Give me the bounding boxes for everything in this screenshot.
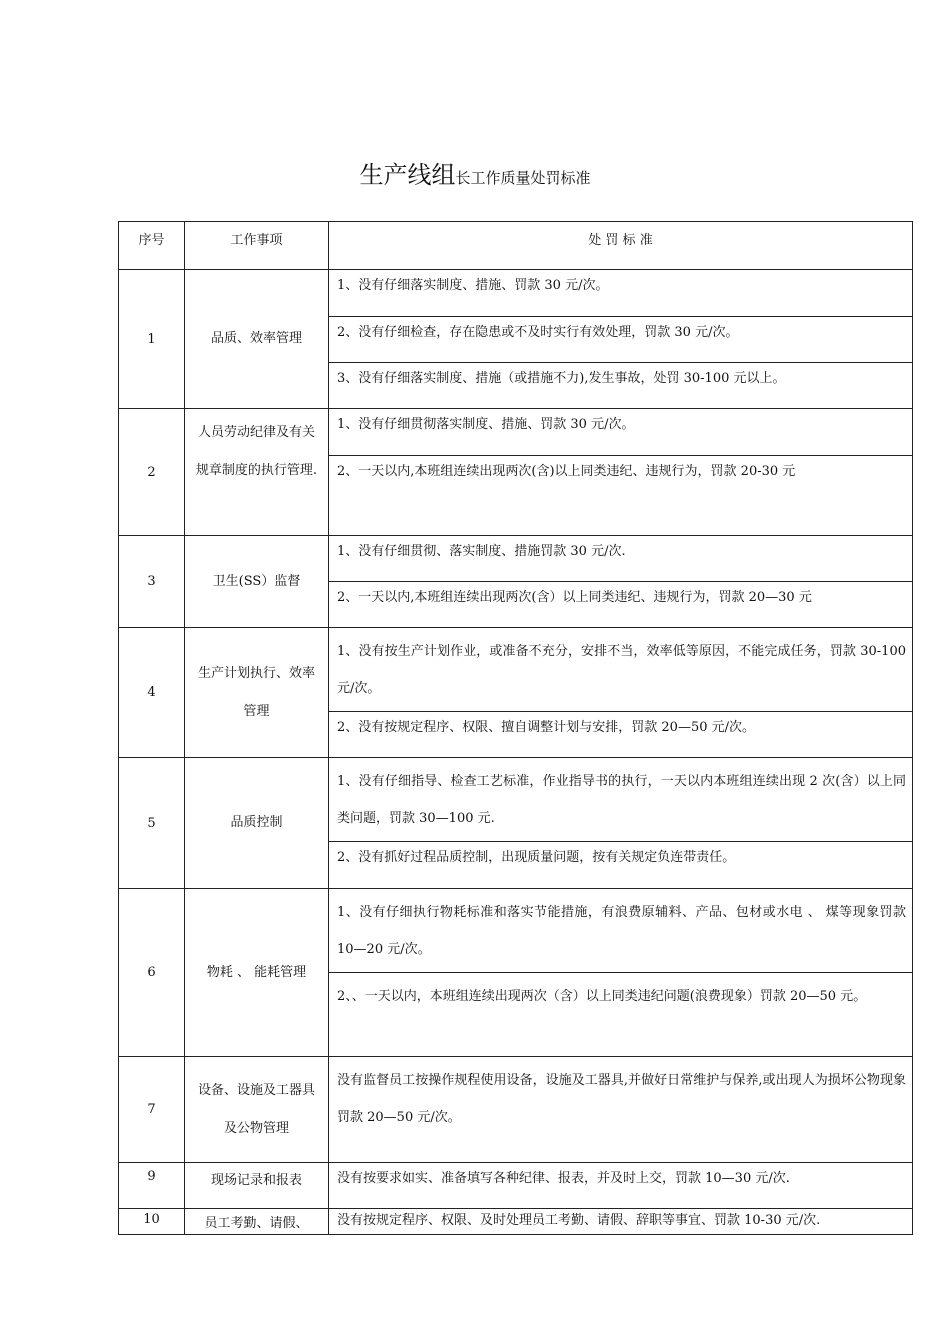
row-item: 品质、效率管理 xyxy=(185,270,329,409)
penalty-cell: 1、没有仔细指导、检查工艺标准，作业指导书的执行，一天以内本班组连续出现 2 次(含）以上同类问题，罚款 30—100 元. xyxy=(329,758,913,842)
penalty-cell: 2、没有抓好过程品质控制，出现质量问题，按有关规定负连带责任。 xyxy=(329,842,913,889)
title-rest: 长工作质量处罚标准 xyxy=(455,169,591,187)
row-item: 卫生(SS）监督 xyxy=(185,536,329,628)
penalty-cell: 没有按规定程序、权限、及时处理员工考勤、请假、辞职等事宜、罚款 10-30 元/次. xyxy=(329,1209,913,1235)
row-number: 3 xyxy=(119,536,185,628)
row-item: 生产计划执行、效率管理 xyxy=(185,628,329,758)
penalty-cell: 2、一天以内,本班组连续出现两次(含)以上同类违纪、违规行为，罚款 20-30 元 xyxy=(329,456,913,536)
table-row xyxy=(119,1163,913,1209)
table-header-row xyxy=(119,222,913,270)
penalty-cell: 2、、一天以内，本班组连续出现两次（含）以上同类违纪问题(浪费现象）罚款 20—50 元。 xyxy=(329,973,913,1057)
penalty-cell: 1、没有仔细贯彻落实制度、措施、罚款 30 元/次。 xyxy=(329,409,913,456)
header-item: 工作事项 xyxy=(185,222,329,270)
penalty-cell: 2、没有仔细检查，存在隐患或不及时实行有效处理，罚款 30 元/次。 xyxy=(329,317,913,363)
header-standard xyxy=(329,222,913,270)
table-row xyxy=(119,270,913,317)
row-number: 9 xyxy=(119,1163,185,1209)
table-row xyxy=(119,758,913,842)
penalty-cell: 1、没有仔细落实制度、措施、罚款 30 元/次。 xyxy=(329,270,913,317)
row-item: 物耗 、 能耗管理 xyxy=(185,889,329,1057)
row-number: 2 xyxy=(119,409,185,536)
title-main: 生产线组 xyxy=(359,161,456,189)
header-no: 序号 xyxy=(119,222,185,270)
penalty-cell: 3、没有仔细落实制度、措施（或措施不力),发生事故，处罚 30-100 元以上。 xyxy=(329,363,913,409)
row-number: 4 xyxy=(119,628,185,758)
row-number: 1 xyxy=(119,270,185,409)
penalty-table xyxy=(118,221,913,1235)
document-title xyxy=(0,155,950,190)
penalty-cell: 没有监督员工按操作规程使用设备，设施及工器具,并做好日常维护与保养,或出现人为损坏公物现象罚款 20—50 元/次。 xyxy=(329,1057,913,1163)
table-row xyxy=(119,536,913,582)
penalty-cell: 1、没有仔细贯彻、落实制度、措施罚款 30 元/次. xyxy=(329,536,913,582)
table-row xyxy=(119,1057,913,1163)
table-row xyxy=(119,409,913,456)
row-number: 7 xyxy=(119,1057,185,1163)
row-number: 6 xyxy=(119,889,185,1057)
row-item: 设备、设施及工器具及公物管理 xyxy=(185,1057,329,1163)
penalty-cell: 没有按要求如实、准备填写各种纪律、报表，并及时上交，罚款 10—30 元/次. xyxy=(329,1163,913,1209)
penalty-cell: 2、一天以内,本班组连续出现两次(含）以上同类违纪、违规行为，罚款 20—30 元 xyxy=(329,582,913,628)
row-item: 员工考勤、请假、 xyxy=(185,1209,329,1235)
penalty-cell: 2、没有按规定程序、权限、擅自调整计划与安排，罚款 20—50 元/次。 xyxy=(329,712,913,758)
table-row xyxy=(119,628,913,712)
table-row xyxy=(119,1209,913,1235)
penalty-cell: 1、没有按生产计划作业，或准备不充分，安排不当，效率低等原因，不能完成任务，罚款 30-100 元/次。 xyxy=(329,628,913,712)
row-item: 人员劳动纪律及有关规章制度的执行管理. xyxy=(185,409,329,536)
row-number: 5 xyxy=(119,758,185,889)
row-item: 品质控制 xyxy=(185,758,329,889)
penalty-cell: 1、没有仔细执行物耗标准和落实节能措施，有浪费原辅料、产品、包材或水电 、 煤等现象罚款 10—20 元/次。 xyxy=(329,889,913,973)
row-number: 10 xyxy=(119,1209,185,1235)
row-item: 现场记录和报表 xyxy=(185,1163,329,1209)
table-row xyxy=(119,889,913,973)
header-standard-label: 处 罚 标 准 xyxy=(588,233,653,248)
